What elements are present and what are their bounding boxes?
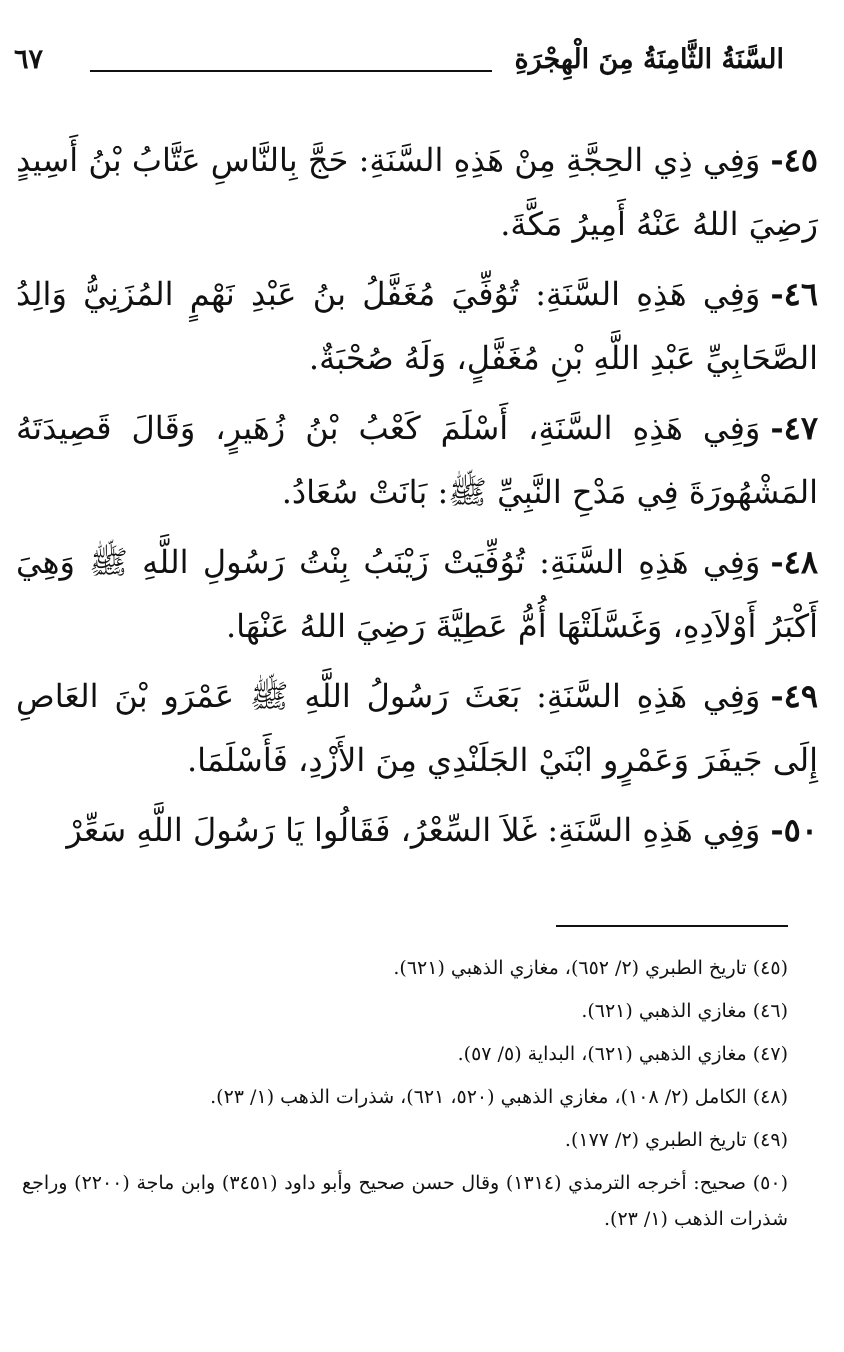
entry-number: ٤٧ bbox=[783, 409, 818, 447]
entry-dash: - bbox=[770, 275, 784, 313]
running-header bbox=[14, 40, 784, 90]
header-rule bbox=[90, 70, 492, 72]
entry-number: ٤٦ bbox=[783, 275, 818, 313]
entry-text: وَفِي هَذِهِ السَّنَةِ: بَعَثَ رَسُولُ اللَّهِ ﷺ عَمْرَو بْنَ العَاصِ إِلَى جَيفَرَ وَعَمْرٍو ابْنَيْ الجَلَنْدِي مِنَ الأَزْدِ، فَأَسْلَمَا. bbox=[16, 677, 818, 779]
footnote-48: (٤٨) الكامل (٢/ ١٠٨)، مغازي الذهبي (٥٢٠، ٦٢١)، شذرات الذهب (١/ ٢٣). bbox=[210, 1086, 788, 1108]
entry-45 bbox=[16, 128, 818, 256]
main-text bbox=[16, 128, 818, 868]
entry-49 bbox=[16, 664, 818, 792]
entry-text: وَفِي هَذِهِ السَّنَةِ، أَسْلَمَ كَعْبُ بْنُ زُهَيرٍ، وَقَالَ قَصِيدَتَهُ المَشْهُورَةَ فِي مَدْحِ النَّبِيِّ ﷺ: بَانَتْ سُعَادُ. bbox=[16, 409, 818, 511]
entry-number: ٤٥ bbox=[783, 141, 818, 179]
entry-text: وَفِي هَذِهِ السَّنَةِ: تُوُفِّيَ مُغَفَّلُ بنُ عَبْدِ نَهْمٍ المُزَنِيُّ وَالِدُ الصَّحَابِيِّ عَبْدِ اللَّهِ بْنِ مُغَفَّلٍ، وَلَهُ صُحْبَةٌ. bbox=[16, 275, 818, 377]
entry-dash: - bbox=[770, 811, 784, 849]
chapter-title: السَّنَةُ الثَّامِنَةُ مِنَ الْهِجْرَةِ bbox=[514, 44, 784, 75]
page-number: ٦٧ bbox=[14, 44, 44, 75]
entry-dash: - bbox=[770, 543, 784, 581]
footnote-50: (٥٠) صحيح: أخرجه الترمذي (١٣١٤) وقال حسن صحيح وأبو داود (٣٤٥١) وابن ماجة (٢٢٠٠) وراجع شذرات الذهب (١/ ٢٣). bbox=[22, 1172, 788, 1230]
entry-dash: - bbox=[770, 141, 784, 179]
entry-dash: - bbox=[770, 409, 784, 447]
entry-48 bbox=[16, 530, 818, 658]
entry-dash: - bbox=[770, 677, 784, 715]
entry-47 bbox=[16, 396, 818, 524]
entry-text: وَفِي هَذِهِ السَّنَةِ: تُوُفِّيَتْ زَيْنَبُ بِنْتُ رَسُولِ اللَّهِ ﷺ وَهِيَ أَكْبَرُ أَوْلاَدِهِ، وَغَسَّلَتْهَا أُمُّ عَطِيَّةَ رَضِيَ اللهُ عَنْهَا. bbox=[16, 543, 818, 645]
entry-50 bbox=[16, 798, 818, 862]
footnotes bbox=[22, 950, 788, 1244]
footnote-49: (٤٩) تاريخ الطبري (٢/ ١٧٧). bbox=[564, 1129, 788, 1151]
entry-text: وَفِي ذِي الحِجَّةِ مِنْ هَذِهِ السَّنَةِ: حَجَّ بِالنَّاسِ عَتَّابُ بْنُ أَسِيدٍ رَضِيَ اللهُ عَنْهُ أَمِيرُ مَكَّةَ. bbox=[16, 141, 818, 243]
entry-number: ٤٩ bbox=[783, 677, 818, 715]
entry-text: وَفِي هَذِهِ السَّنَةِ: غَلاَ السِّعْرُ، فَقَالُوا يَا رَسُولَ اللَّهِ سَعِّرْ bbox=[66, 811, 761, 849]
footnote-45: (٤٥) تاريخ الطبري (٢/ ٦٥٢)، مغازي الذهبي (٦٢١). bbox=[393, 957, 788, 979]
footnote-46: (٤٦) مغازي الذهبي (٦٢١). bbox=[581, 1000, 788, 1022]
entry-46 bbox=[16, 262, 818, 390]
entry-number: ٥٠ bbox=[783, 811, 818, 849]
footnote-47: (٤٧) مغازي الذهبي (٦٢١)، البداية (٥/ ٥٧). bbox=[457, 1043, 788, 1065]
footnote-separator bbox=[556, 925, 788, 927]
entry-number: ٤٨ bbox=[783, 543, 818, 581]
